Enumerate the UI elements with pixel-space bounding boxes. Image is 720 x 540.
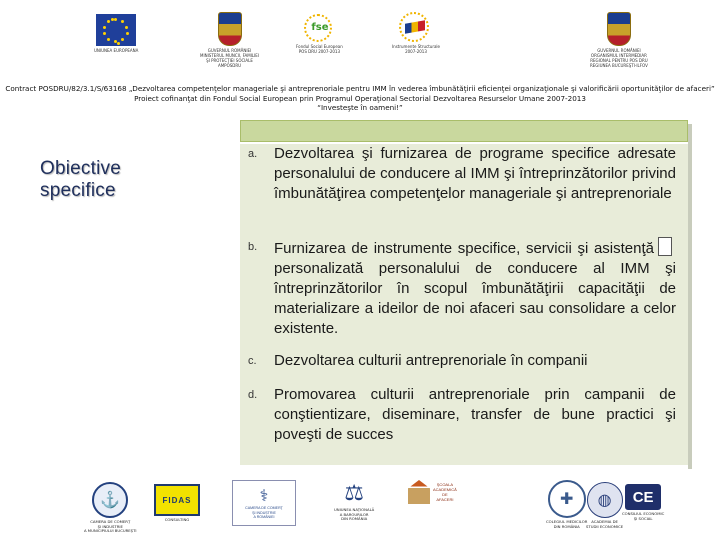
justice-logo: [334, 480, 374, 522]
coat-of-arms-icon: [218, 12, 242, 46]
objective-text: Furnizarea de instrumente specifice, servicii şi asistenţăpersonalizată personalului de conducere al IMM şi întreprinzătorilor în scopul îmbunătăţirii capacităţii de materializare a ideilor de noi afaceri sau consolidare a celor existente.: [274, 237, 676, 339]
fidas-logo: [154, 484, 200, 523]
medical-emblem-icon: ✚: [548, 480, 586, 518]
ce-logo: [622, 484, 664, 521]
panel-shadow: [688, 124, 692, 469]
medical-logo: [546, 480, 587, 529]
logo-caption: Fondul Social European POS DRU 2007-2013: [296, 44, 343, 54]
logo-caption: Instrumente Structurale 2007-2013: [392, 44, 440, 54]
list-item: [248, 351, 676, 385]
ccib-emblem-icon: ⚓: [92, 482, 128, 518]
logo-caption: CONSULTING: [164, 517, 190, 522]
coat-of-arms-icon: [607, 12, 631, 46]
ccir-emblem: [232, 480, 296, 526]
list-letter: c.: [248, 355, 257, 367]
caduceus-icon: ⚕: [259, 488, 269, 506]
list-letter: b.: [248, 241, 258, 253]
footer-logo-strip: [0, 478, 720, 540]
logo-caption: ACADEMIA DE STUDII ECONOMICE: [586, 519, 624, 529]
objectives-list: [248, 144, 676, 445]
cofinancing-line: Proiect cofinanţat din Fondul Social European prin Programul Operaţional Sectorial Dezvoltarea Resurselor Umane 2007-2013: [134, 93, 586, 103]
header-logo-strip: [0, 0, 720, 82]
slogan-line: “Investeşte în oameni!”: [317, 103, 403, 112]
fse-icon: fse: [302, 14, 336, 42]
logo-caption: UNIUNEA NAŢIONALĂ A BAROURILOR DIN ROMÂNIA: [334, 507, 375, 522]
logo-caption: COLEGIUL MEDICILOR DIN ROMÂNIA: [546, 519, 588, 529]
logo-caption: UNIUNEA EUROPEANA: [94, 48, 139, 53]
ccir-mark: CAMERA DE COMERŢ ŞI INDUSTRIE A ROMÂNIEI: [245, 506, 283, 520]
objective-text: Dezvoltarea culturii antreprenoriale în companii: [274, 352, 588, 369]
fse-logo: [296, 14, 343, 54]
logo-caption: GUVERNUL ROMÂNIEI MINISTERUL MUNCII, FAMILIEI ŞI PROTECŢIEI SOCIALE AMPOSDRU: [200, 48, 260, 68]
oirposdru-crest: [590, 12, 648, 68]
ministry-labor-crest: [200, 12, 259, 68]
list-item: [248, 385, 676, 445]
list-letter: d.: [248, 389, 258, 401]
logo-caption: CAMERA DE COMERŢ ŞI INDUSTRIE A MUNICIPIULUI BUCUREŞTI: [84, 519, 137, 534]
objective-text: Dezvoltarea şi furnizarea de programe specifice adresate personalului de conducere al IMM şi întreprinzătorilor privind îmbunătăţirea competenţelor manageriale şi antreprenoriale: [274, 145, 676, 202]
scales-icon: ⚖: [344, 480, 365, 505]
ccir-logo: [232, 480, 296, 526]
school-mark: ŞCOALA ACADEMICĂ DE AFACERI: [433, 482, 457, 502]
ccib-logo: [84, 482, 137, 534]
fidas-mark: FIDAS: [154, 484, 200, 516]
objective-text: Promovarea culturii antreprenoriale prin campanii de conştientizare, diseminare, transfer de bune practici şi poveşti de succes: [274, 386, 676, 443]
contract-line: Contract POSDRU/82/3.1/S/63168 „Dezvoltarea competenţelor manageriale şi antreprenoriale pentru IMM în vederea îmbunătăţirii eficienţei organizaţionale şi valorificării oportunităţilor de afaceri”: [5, 84, 715, 93]
logo-caption: CONSILIUL ECONOMIC ŞI SOCIAL: [622, 511, 665, 521]
section-title: Obiective specifice: [40, 158, 122, 201]
school-logo: [408, 480, 457, 504]
ce-mark: CE: [625, 484, 661, 510]
missing-glyph-box: [658, 237, 672, 256]
eu-flag-icon: [96, 14, 136, 46]
contract-header: [0, 84, 720, 113]
structural-instruments-logo: [392, 12, 440, 54]
list-item: [248, 144, 676, 237]
list-letter: a.: [248, 148, 258, 160]
panel-header-bar: [240, 120, 688, 142]
globe-icon: ◍: [587, 482, 623, 518]
list-item: [248, 237, 676, 351]
logo-caption: GUVERNUL ROMÂNIEI ORGANISMUL INTERMEDIAR REGIONAL PENTRU POS DRU REGIUNEA BUCUREŞTI-ILFOV: [590, 48, 648, 68]
eu-flag-logo: [94, 14, 138, 53]
structural-instruments-icon: [399, 12, 433, 42]
pillars-icon: [408, 480, 430, 504]
academy-logo: [586, 482, 623, 529]
